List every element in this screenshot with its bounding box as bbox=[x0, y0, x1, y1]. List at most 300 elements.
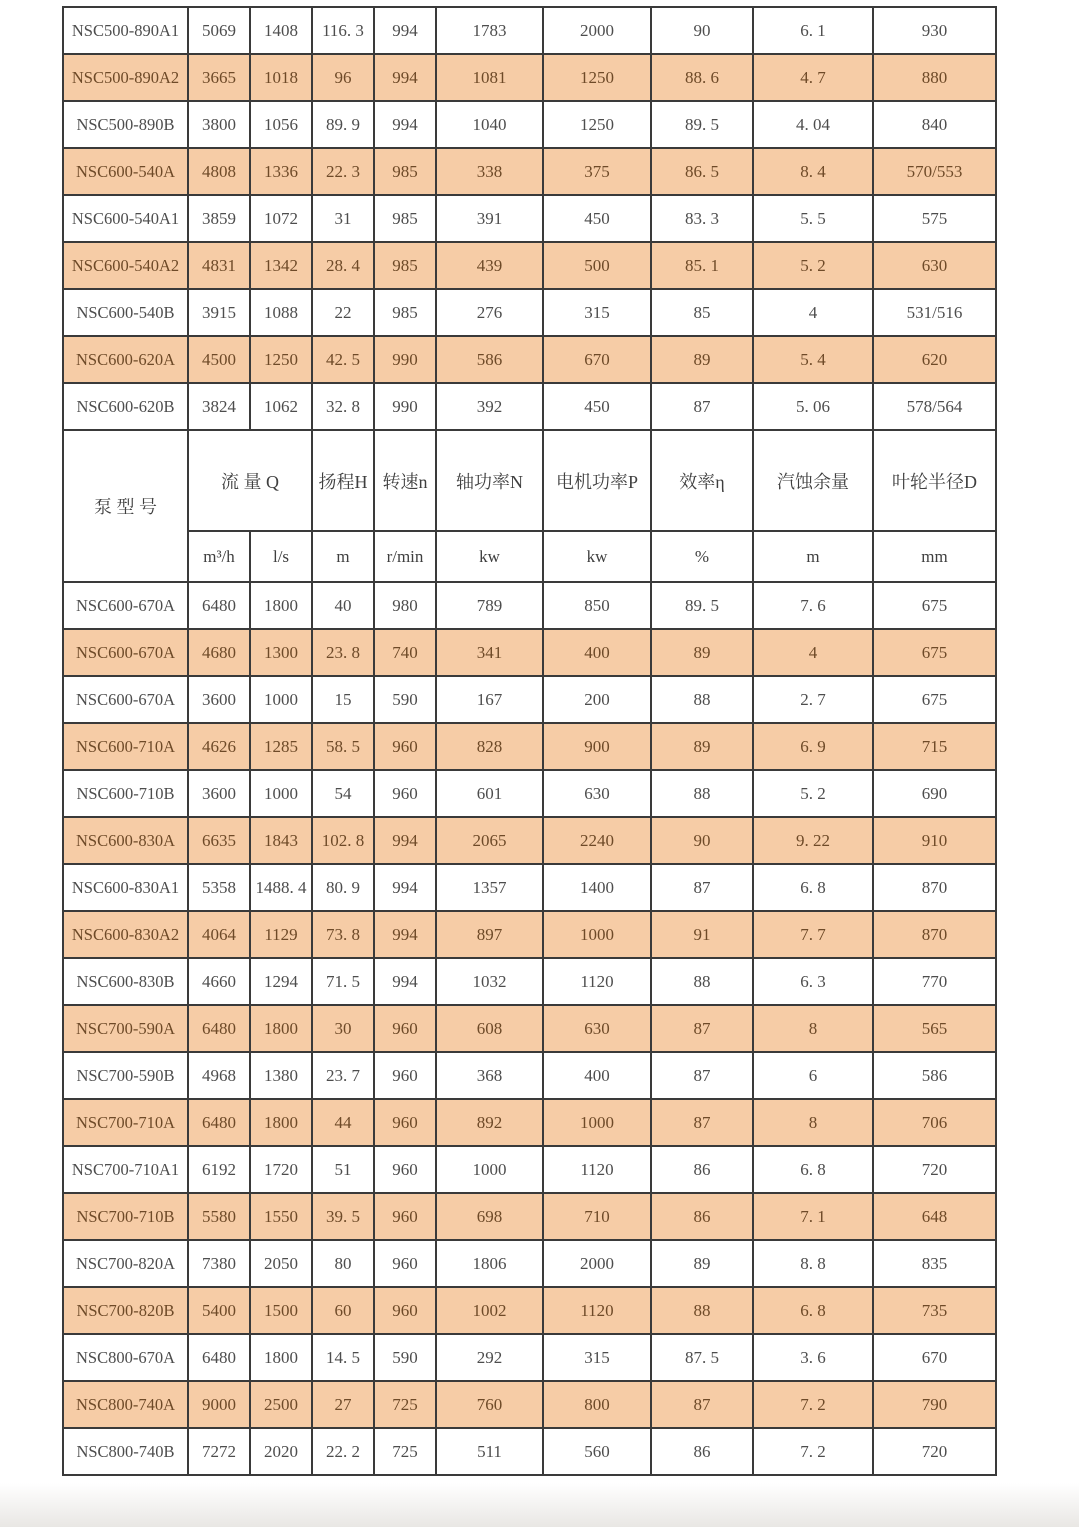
value-cell: 8. 8 bbox=[753, 1240, 873, 1287]
value-cell: 5. 06 bbox=[753, 383, 873, 430]
value-cell: 6. 8 bbox=[753, 1146, 873, 1193]
value-cell: 6480 bbox=[188, 1334, 250, 1381]
model-cell: NSC600-670A bbox=[63, 676, 188, 723]
table-row bbox=[63, 582, 996, 629]
value-cell: 4064 bbox=[188, 911, 250, 958]
value-cell: 740 bbox=[374, 629, 436, 676]
value-cell: 4500 bbox=[188, 336, 250, 383]
value-cell: 87 bbox=[651, 1099, 753, 1146]
table-row bbox=[63, 723, 996, 770]
table-row bbox=[63, 148, 996, 195]
value-cell: 2000 bbox=[543, 7, 651, 54]
model-cell: NSC500-890A2 bbox=[63, 54, 188, 101]
value-cell: 790 bbox=[873, 1381, 996, 1428]
value-cell: 980 bbox=[374, 582, 436, 629]
unit-flow-m3h: m³/h bbox=[188, 531, 250, 582]
value-cell: 1032 bbox=[436, 958, 543, 1005]
value-cell: 89 bbox=[651, 629, 753, 676]
value-cell: 88 bbox=[651, 770, 753, 817]
value-cell: 1800 bbox=[250, 1099, 312, 1146]
value-cell: 6. 3 bbox=[753, 958, 873, 1005]
value-cell: 5358 bbox=[188, 864, 250, 911]
value-cell: 675 bbox=[873, 629, 996, 676]
value-cell: 86 bbox=[651, 1146, 753, 1193]
value-cell: 3. 6 bbox=[753, 1334, 873, 1381]
value-cell: 710 bbox=[543, 1193, 651, 1240]
value-cell: 14. 5 bbox=[312, 1334, 374, 1381]
table-header-group bbox=[63, 430, 996, 582]
table-row bbox=[63, 1428, 996, 1475]
value-cell: 54 bbox=[312, 770, 374, 817]
value-cell: 5400 bbox=[188, 1287, 250, 1334]
value-cell: 5. 4 bbox=[753, 336, 873, 383]
value-cell: 58. 5 bbox=[312, 723, 374, 770]
value-cell: 1072 bbox=[250, 195, 312, 242]
value-cell: 880 bbox=[873, 54, 996, 101]
table-row bbox=[63, 676, 996, 723]
value-cell: 608 bbox=[436, 1005, 543, 1052]
value-cell: 648 bbox=[873, 1193, 996, 1240]
value-cell: 102. 8 bbox=[312, 817, 374, 864]
table-row bbox=[63, 289, 996, 336]
value-cell: 1250 bbox=[250, 336, 312, 383]
model-cell: NSC700-820B bbox=[63, 1287, 188, 1334]
table-row bbox=[63, 1240, 996, 1287]
value-cell: 897 bbox=[436, 911, 543, 958]
table-row bbox=[63, 1334, 996, 1381]
value-cell: 88 bbox=[651, 1287, 753, 1334]
value-cell: 4660 bbox=[188, 958, 250, 1005]
value-cell: 985 bbox=[374, 289, 436, 336]
value-cell: 4831 bbox=[188, 242, 250, 289]
value-cell: 675 bbox=[873, 676, 996, 723]
table-row bbox=[63, 958, 996, 1005]
value-cell: 1380 bbox=[250, 1052, 312, 1099]
value-cell: 960 bbox=[374, 1099, 436, 1146]
value-cell: 720 bbox=[873, 1428, 996, 1475]
value-cell: 994 bbox=[374, 54, 436, 101]
value-cell: 4968 bbox=[188, 1052, 250, 1099]
model-cell: NSC800-740A bbox=[63, 1381, 188, 1428]
value-cell: 1550 bbox=[250, 1193, 312, 1240]
value-cell: 292 bbox=[436, 1334, 543, 1381]
value-cell: 960 bbox=[374, 723, 436, 770]
table-row bbox=[63, 1052, 996, 1099]
table-row bbox=[63, 1193, 996, 1240]
value-cell: 200 bbox=[543, 676, 651, 723]
value-cell: 900 bbox=[543, 723, 651, 770]
value-cell: 1002 bbox=[436, 1287, 543, 1334]
value-cell: 1120 bbox=[543, 958, 651, 1005]
table-row bbox=[63, 1381, 996, 1428]
value-cell: 1120 bbox=[543, 1146, 651, 1193]
header-npsh: 汽蚀余量 bbox=[753, 430, 873, 531]
value-cell: 90 bbox=[651, 817, 753, 864]
value-cell: 6. 1 bbox=[753, 7, 873, 54]
value-cell: 590 bbox=[374, 1334, 436, 1381]
value-cell: 601 bbox=[436, 770, 543, 817]
value-cell: 960 bbox=[374, 1287, 436, 1334]
value-cell: 42. 5 bbox=[312, 336, 374, 383]
value-cell: 83. 3 bbox=[651, 195, 753, 242]
value-cell: 1285 bbox=[250, 723, 312, 770]
value-cell: 87 bbox=[651, 1052, 753, 1099]
value-cell: 2500 bbox=[250, 1381, 312, 1428]
value-cell: 1806 bbox=[436, 1240, 543, 1287]
table-row bbox=[63, 817, 996, 864]
value-cell: 715 bbox=[873, 723, 996, 770]
value-cell: 1250 bbox=[543, 54, 651, 101]
value-cell: 760 bbox=[436, 1381, 543, 1428]
value-cell: 675 bbox=[873, 582, 996, 629]
value-cell: 994 bbox=[374, 7, 436, 54]
value-cell: 725 bbox=[374, 1428, 436, 1475]
value-cell: 960 bbox=[374, 1240, 436, 1287]
value-cell: 88 bbox=[651, 958, 753, 1005]
value-cell: 2065 bbox=[436, 817, 543, 864]
value-cell: 1056 bbox=[250, 101, 312, 148]
value-cell: 1062 bbox=[250, 383, 312, 430]
model-cell: NSC600-620A bbox=[63, 336, 188, 383]
value-cell: 5. 2 bbox=[753, 770, 873, 817]
table-row bbox=[63, 770, 996, 817]
value-cell: 9000 bbox=[188, 1381, 250, 1428]
model-cell: NSC600-710B bbox=[63, 770, 188, 817]
value-cell: 6480 bbox=[188, 1005, 250, 1052]
model-cell: NSC700-590B bbox=[63, 1052, 188, 1099]
value-cell: 1336 bbox=[250, 148, 312, 195]
value-cell: 89. 5 bbox=[651, 101, 753, 148]
value-cell: 86. 5 bbox=[651, 148, 753, 195]
value-cell: 630 bbox=[543, 770, 651, 817]
value-cell: 51 bbox=[312, 1146, 374, 1193]
unit-npsh: m bbox=[753, 531, 873, 582]
value-cell: 994 bbox=[374, 817, 436, 864]
value-cell: 88. 6 bbox=[651, 54, 753, 101]
value-cell: 2240 bbox=[543, 817, 651, 864]
pump-spec-table bbox=[62, 6, 997, 1476]
value-cell: 375 bbox=[543, 148, 651, 195]
value-cell: 8 bbox=[753, 1005, 873, 1052]
value-cell: 8. 4 bbox=[753, 148, 873, 195]
value-cell: 3665 bbox=[188, 54, 250, 101]
value-cell: 89. 9 bbox=[312, 101, 374, 148]
value-cell: 167 bbox=[436, 676, 543, 723]
header-motor-power: 电机功率P bbox=[543, 430, 651, 531]
value-cell: 1720 bbox=[250, 1146, 312, 1193]
value-cell: 586 bbox=[436, 336, 543, 383]
value-cell: 4808 bbox=[188, 148, 250, 195]
model-cell: NSC600-670A bbox=[63, 629, 188, 676]
value-cell: 770 bbox=[873, 958, 996, 1005]
value-cell: 28. 4 bbox=[312, 242, 374, 289]
value-cell: 22. 3 bbox=[312, 148, 374, 195]
unit-impeller: mm bbox=[873, 531, 996, 582]
value-cell: 500 bbox=[543, 242, 651, 289]
value-cell: 560 bbox=[543, 1428, 651, 1475]
model-cell: NSC600-620B bbox=[63, 383, 188, 430]
value-cell: 1408 bbox=[250, 7, 312, 54]
value-cell: 835 bbox=[873, 1240, 996, 1287]
model-cell: NSC600-830A bbox=[63, 817, 188, 864]
value-cell: 800 bbox=[543, 1381, 651, 1428]
value-cell: 5069 bbox=[188, 7, 250, 54]
model-cell: NSC700-710A1 bbox=[63, 1146, 188, 1193]
value-cell: 960 bbox=[374, 1052, 436, 1099]
value-cell: 690 bbox=[873, 770, 996, 817]
value-cell: 341 bbox=[436, 629, 543, 676]
value-cell: 828 bbox=[436, 723, 543, 770]
value-cell: 91 bbox=[651, 911, 753, 958]
value-cell: 3859 bbox=[188, 195, 250, 242]
value-cell: 31 bbox=[312, 195, 374, 242]
model-cell: NSC600-830A2 bbox=[63, 911, 188, 958]
header-efficiency: 效率η bbox=[651, 430, 753, 531]
table-row bbox=[63, 1287, 996, 1334]
model-cell: NSC600-710A bbox=[63, 723, 188, 770]
value-cell: 87. 5 bbox=[651, 1334, 753, 1381]
value-cell: 90 bbox=[651, 7, 753, 54]
value-cell: 531/516 bbox=[873, 289, 996, 336]
value-cell: 985 bbox=[374, 242, 436, 289]
value-cell: 116. 3 bbox=[312, 7, 374, 54]
value-cell: 1488. 4 bbox=[250, 864, 312, 911]
table-row bbox=[63, 195, 996, 242]
value-cell: 698 bbox=[436, 1193, 543, 1240]
value-cell: 6 bbox=[753, 1052, 873, 1099]
value-cell: 30 bbox=[312, 1005, 374, 1052]
header-speed: 转速n bbox=[374, 430, 436, 531]
table-row bbox=[63, 7, 996, 54]
value-cell: 930 bbox=[873, 7, 996, 54]
value-cell: 960 bbox=[374, 1005, 436, 1052]
value-cell: 575 bbox=[873, 195, 996, 242]
table-row bbox=[63, 383, 996, 430]
value-cell: 1783 bbox=[436, 7, 543, 54]
value-cell: 3600 bbox=[188, 676, 250, 723]
value-cell: 1400 bbox=[543, 864, 651, 911]
page-bottom-shade bbox=[0, 1483, 1079, 1527]
value-cell: 2050 bbox=[250, 1240, 312, 1287]
value-cell: 87 bbox=[651, 1381, 753, 1428]
value-cell: 88 bbox=[651, 676, 753, 723]
value-cell: 960 bbox=[374, 770, 436, 817]
header-shaft-power: 轴功率N bbox=[436, 430, 543, 531]
model-cell: NSC800-670A bbox=[63, 1334, 188, 1381]
value-cell: 392 bbox=[436, 383, 543, 430]
value-cell: 6480 bbox=[188, 582, 250, 629]
value-cell: 7. 6 bbox=[753, 582, 873, 629]
value-cell: 1120 bbox=[543, 1287, 651, 1334]
table-row bbox=[63, 101, 996, 148]
header-head: 扬程H bbox=[312, 430, 374, 531]
value-cell: 630 bbox=[543, 1005, 651, 1052]
model-cell: NSC500-890B bbox=[63, 101, 188, 148]
value-cell: 7272 bbox=[188, 1428, 250, 1475]
value-cell: 450 bbox=[543, 195, 651, 242]
value-cell: 3824 bbox=[188, 383, 250, 430]
value-cell: 1000 bbox=[543, 911, 651, 958]
model-cell: NSC600-540A1 bbox=[63, 195, 188, 242]
model-cell: NSC500-890A1 bbox=[63, 7, 188, 54]
value-cell: 1000 bbox=[250, 676, 312, 723]
value-cell: 1357 bbox=[436, 864, 543, 911]
value-cell: 1000 bbox=[250, 770, 312, 817]
value-cell: 570/553 bbox=[873, 148, 996, 195]
value-cell: 1300 bbox=[250, 629, 312, 676]
value-cell: 71. 5 bbox=[312, 958, 374, 1005]
value-cell: 735 bbox=[873, 1287, 996, 1334]
value-cell: 1129 bbox=[250, 911, 312, 958]
value-cell: 6635 bbox=[188, 817, 250, 864]
model-cell: NSC600-830B bbox=[63, 958, 188, 1005]
value-cell: 960 bbox=[374, 1146, 436, 1193]
value-cell: 578/564 bbox=[873, 383, 996, 430]
table-row bbox=[63, 629, 996, 676]
value-cell: 5580 bbox=[188, 1193, 250, 1240]
value-cell: 89 bbox=[651, 336, 753, 383]
model-cell: NSC600-670A bbox=[63, 582, 188, 629]
value-cell: 2. 7 bbox=[753, 676, 873, 723]
value-cell: 87 bbox=[651, 383, 753, 430]
value-cell: 368 bbox=[436, 1052, 543, 1099]
value-cell: 994 bbox=[374, 911, 436, 958]
value-cell: 1081 bbox=[436, 54, 543, 101]
unit-motor-power: kw bbox=[543, 531, 651, 582]
value-cell: 840 bbox=[873, 101, 996, 148]
value-cell: 565 bbox=[873, 1005, 996, 1052]
value-cell: 80. 9 bbox=[312, 864, 374, 911]
value-cell: 1088 bbox=[250, 289, 312, 336]
value-cell: 620 bbox=[873, 336, 996, 383]
spec-rows-top bbox=[63, 7, 996, 430]
unit-flow-ls: l/s bbox=[250, 531, 312, 582]
value-cell: 400 bbox=[543, 1052, 651, 1099]
value-cell: 3800 bbox=[188, 101, 250, 148]
value-cell: 1800 bbox=[250, 1005, 312, 1052]
header-row-units bbox=[63, 531, 996, 582]
model-cell: NSC800-740B bbox=[63, 1428, 188, 1475]
value-cell: 73. 8 bbox=[312, 911, 374, 958]
value-cell: 990 bbox=[374, 336, 436, 383]
value-cell: 4 bbox=[753, 629, 873, 676]
value-cell: 670 bbox=[873, 1334, 996, 1381]
document-page bbox=[62, 6, 995, 1476]
unit-head: m bbox=[312, 531, 374, 582]
value-cell: 870 bbox=[873, 864, 996, 911]
header-impeller: 叶轮半径D bbox=[873, 430, 996, 531]
value-cell: 89 bbox=[651, 1240, 753, 1287]
model-cell: NSC600-540A2 bbox=[63, 242, 188, 289]
value-cell: 720 bbox=[873, 1146, 996, 1193]
value-cell: 590 bbox=[374, 676, 436, 723]
header-row-labels bbox=[63, 430, 996, 531]
header-pump-model: 泵 型 号 bbox=[63, 430, 188, 582]
value-cell: 6. 9 bbox=[753, 723, 873, 770]
value-cell: 1500 bbox=[250, 1287, 312, 1334]
value-cell: 994 bbox=[374, 101, 436, 148]
value-cell: 990 bbox=[374, 383, 436, 430]
value-cell: 511 bbox=[436, 1428, 543, 1475]
unit-speed: r/min bbox=[374, 531, 436, 582]
value-cell: 96 bbox=[312, 54, 374, 101]
value-cell: 994 bbox=[374, 958, 436, 1005]
value-cell: 7. 1 bbox=[753, 1193, 873, 1240]
table-row bbox=[63, 1005, 996, 1052]
value-cell: 89 bbox=[651, 723, 753, 770]
value-cell: 789 bbox=[436, 582, 543, 629]
value-cell: 1250 bbox=[543, 101, 651, 148]
value-cell: 400 bbox=[543, 629, 651, 676]
table-row bbox=[63, 336, 996, 383]
value-cell: 80 bbox=[312, 1240, 374, 1287]
value-cell: 8 bbox=[753, 1099, 873, 1146]
value-cell: 586 bbox=[873, 1052, 996, 1099]
value-cell: 40 bbox=[312, 582, 374, 629]
value-cell: 6. 8 bbox=[753, 1287, 873, 1334]
value-cell: 1040 bbox=[436, 101, 543, 148]
value-cell: 4680 bbox=[188, 629, 250, 676]
value-cell: 985 bbox=[374, 195, 436, 242]
value-cell: 5. 2 bbox=[753, 242, 873, 289]
value-cell: 60 bbox=[312, 1287, 374, 1334]
value-cell: 39. 5 bbox=[312, 1193, 374, 1240]
value-cell: 670 bbox=[543, 336, 651, 383]
value-cell: 1000 bbox=[436, 1146, 543, 1193]
value-cell: 23. 8 bbox=[312, 629, 374, 676]
value-cell: 5. 5 bbox=[753, 195, 873, 242]
value-cell: 23. 7 bbox=[312, 1052, 374, 1099]
table-row bbox=[63, 911, 996, 958]
value-cell: 44 bbox=[312, 1099, 374, 1146]
value-cell: 86 bbox=[651, 1193, 753, 1240]
model-cell: NSC600-830A1 bbox=[63, 864, 188, 911]
value-cell: 1800 bbox=[250, 1334, 312, 1381]
value-cell: 1342 bbox=[250, 242, 312, 289]
spec-rows-bottom bbox=[63, 582, 996, 1475]
table-row bbox=[63, 242, 996, 289]
value-cell: 7380 bbox=[188, 1240, 250, 1287]
value-cell: 7. 2 bbox=[753, 1381, 873, 1428]
value-cell: 910 bbox=[873, 817, 996, 864]
value-cell: 450 bbox=[543, 383, 651, 430]
model-cell: NSC600-540A bbox=[63, 148, 188, 195]
value-cell: 850 bbox=[543, 582, 651, 629]
value-cell: 960 bbox=[374, 1193, 436, 1240]
model-cell: NSC700-590A bbox=[63, 1005, 188, 1052]
value-cell: 4. 04 bbox=[753, 101, 873, 148]
unit-efficiency: % bbox=[651, 531, 753, 582]
value-cell: 1800 bbox=[250, 582, 312, 629]
value-cell: 9. 22 bbox=[753, 817, 873, 864]
value-cell: 3600 bbox=[188, 770, 250, 817]
value-cell: 994 bbox=[374, 864, 436, 911]
value-cell: 439 bbox=[436, 242, 543, 289]
value-cell: 15 bbox=[312, 676, 374, 723]
value-cell: 4626 bbox=[188, 723, 250, 770]
header-flow: 流 量 Q bbox=[188, 430, 312, 531]
value-cell: 630 bbox=[873, 242, 996, 289]
value-cell: 1294 bbox=[250, 958, 312, 1005]
value-cell: 7. 7 bbox=[753, 911, 873, 958]
value-cell: 4. 7 bbox=[753, 54, 873, 101]
value-cell: 985 bbox=[374, 148, 436, 195]
value-cell: 6. 8 bbox=[753, 864, 873, 911]
value-cell: 391 bbox=[436, 195, 543, 242]
value-cell: 1843 bbox=[250, 817, 312, 864]
value-cell: 87 bbox=[651, 1005, 753, 1052]
value-cell: 87 bbox=[651, 864, 753, 911]
